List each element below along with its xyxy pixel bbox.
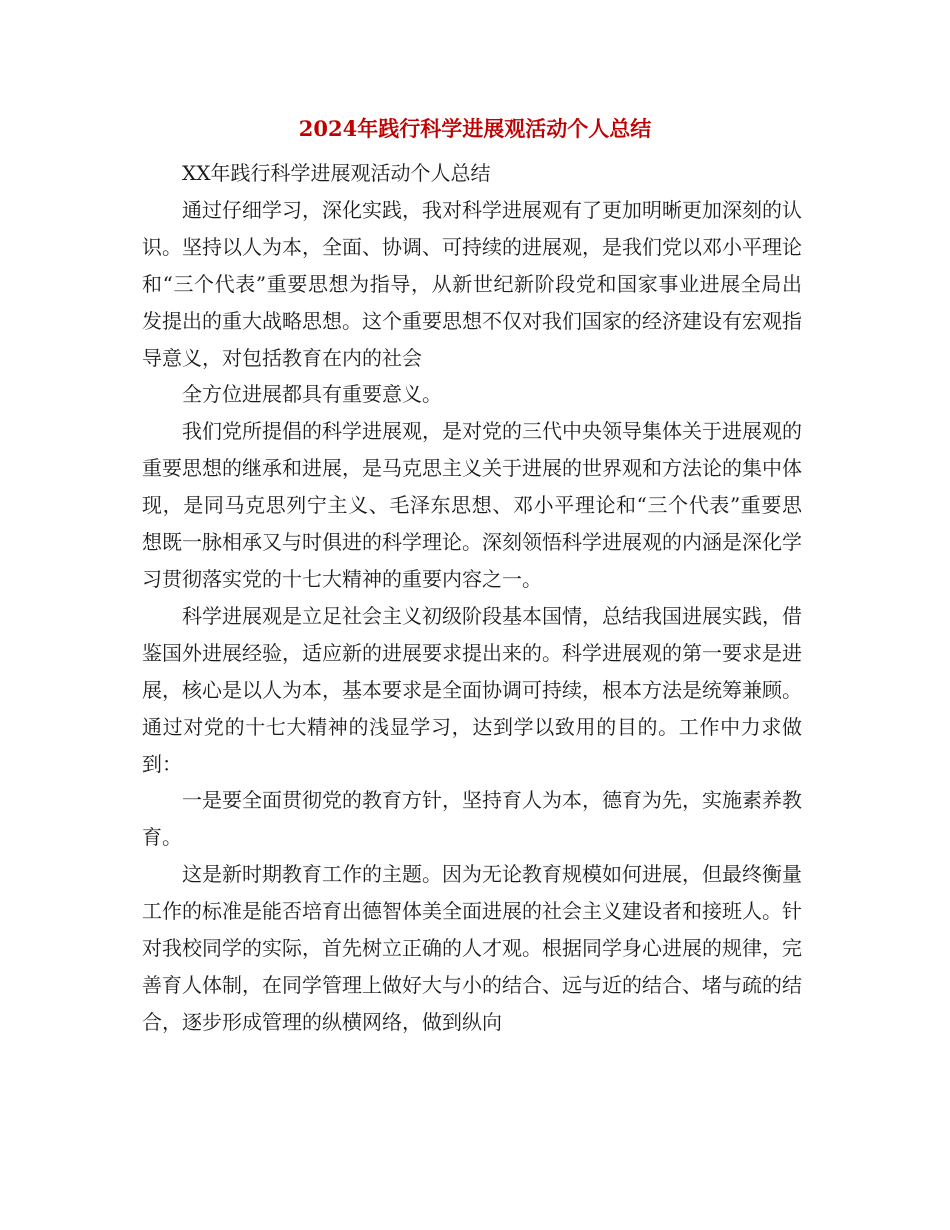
paragraph: 一是要全面贯彻党的教育方针，坚持育人为本，德育为先，实施素养教育。: [142, 788, 802, 850]
paragraph: 我们党所提倡的科学进展观，是对党的三代中央领导集体关于进展观的重要思想的继承和进展，是马克思主义关于进展的世界观和方法论的集中体现，是同马克思列宁主义、毛泽东思想、邓小平理论和“三个代表”重要思想既一脉相承又与时俱进的科学理论。深刻领悟科学进展观的内涵是深化学习贯彻落实党的十七大精神的重要内容之一。: [142, 419, 802, 591]
paragraph: 科学进展观是立足社会主义初级阶段基本国情，总结我国进展实践，借鉴国外进展经验，适应新的进展要求提出来的。科学进展观的第一要求是进展，核心是以人为本，基本要求是全面协调可持续，根本方法是统筹兼顾。通过对党的十七大精神的浅显学习，达到学以致用的目的。工作中力求做到：: [142, 603, 802, 776]
paragraph-subtitle: XX年践行科学进展观活动个人总结: [182, 161, 491, 185]
paragraph: 全方位进展都具有重要意义。: [182, 382, 442, 407]
paragraph: 这是新时期教育工作的主题。因为无论教育规模如何进展，但最终衡量工作的标准是能否培育出德智体美全面进展的社会主义建设者和接班人。针对我校同学的实际，首先树立正确的人才观。根据同学身心进展的规律，完善育人体制，在同学管理上做好大与小的结合、远与近的结合、堵与疏的结合，逐步形成管理的纵横网络，做到纵向: [142, 862, 802, 1034]
paragraph: 通过仔细学习，深化实践，我对科学进展观有了更加明晰更加深刻的认识。坚持以人为本，全面、协调、可持续的进展观，是我们党以邓小平理论和“三个代表”重要思想为指导，从新世纪新阶段党和国家事业进展全局出发提出的重大战略思想。这个重要思想不仅对我们国家的经济建设有宏观指导意义，对包括教育在内的社会: [142, 197, 802, 370]
document-title: 2024年践行科学进展观活动个人总结: [298, 116, 652, 141]
document-body: [142, 155, 802, 1041]
